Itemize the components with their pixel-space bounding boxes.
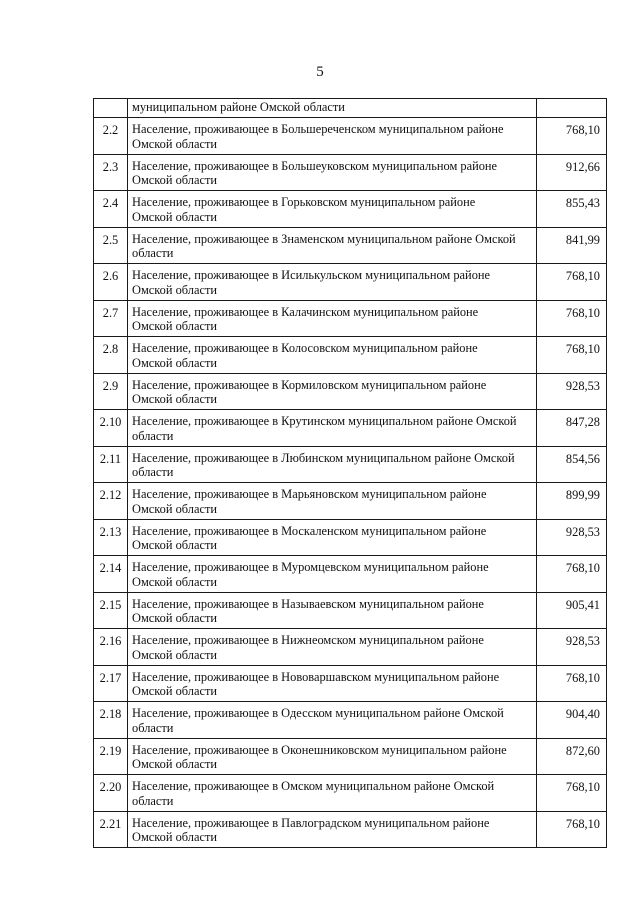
row-description-line: Омской области xyxy=(132,538,218,552)
row-number-cell: 2.15 xyxy=(94,592,128,629)
row-description-line: Население, проживающее в Омском муниципальном районе Омской xyxy=(132,779,495,793)
tariff-table xyxy=(93,98,607,848)
row-number-cell: 2.8 xyxy=(94,337,128,374)
row-description-line: области xyxy=(132,428,174,443)
row-description-cell xyxy=(128,227,537,264)
row-description-cell xyxy=(128,811,537,848)
table-row xyxy=(94,775,607,812)
row-description-line: Омской области xyxy=(132,136,218,151)
table-row xyxy=(94,629,607,666)
row-description-line: муниципальном районе Омской области xyxy=(132,100,345,114)
row-description-line: Население, проживающее в Одесском муниципальном районе Омской xyxy=(132,706,504,720)
row-value-cell: 899,99 xyxy=(537,483,607,520)
row-number-cell: 2.20 xyxy=(94,775,128,812)
row-description-line: Население, проживающее в Большереченском муниципальном районе xyxy=(132,122,504,136)
row-description-line: Население, проживающее в Исилькульском муниципальном районе xyxy=(132,268,491,282)
row-description-line: Население, проживающее в Марьяновском муниципальном районе xyxy=(132,487,487,501)
row-number-cell: 2.16 xyxy=(94,629,128,666)
table-row xyxy=(94,702,607,739)
table-body xyxy=(94,99,607,848)
row-description-line: Омской области xyxy=(132,757,218,771)
row-number-cell: 2.18 xyxy=(94,702,128,739)
row-number-cell: 2.17 xyxy=(94,665,128,702)
table-row xyxy=(94,300,607,337)
row-description-line: Омской области xyxy=(132,355,218,370)
row-description-cell xyxy=(128,592,537,629)
table-row-continued xyxy=(94,99,607,118)
row-value-cell: 768,10 xyxy=(537,556,607,593)
row-description-line: Население, проживающее в Нижнеомском муниципальном районе xyxy=(132,633,484,647)
row-description-cell xyxy=(128,99,537,118)
row-description-cell xyxy=(128,118,537,155)
row-description-line: Население, проживающее в Павлоградском муниципальном районе xyxy=(132,815,490,830)
row-value-cell xyxy=(537,99,607,118)
row-value-cell: 847,28 xyxy=(537,410,607,447)
row-description-line: области xyxy=(132,793,174,808)
row-description-cell xyxy=(128,665,537,702)
row-description-cell xyxy=(128,702,537,739)
row-value-cell: 872,60 xyxy=(537,738,607,775)
row-number-cell xyxy=(94,99,128,118)
row-number-cell: 2.9 xyxy=(94,373,128,410)
row-number-cell: 2.12 xyxy=(94,483,128,520)
row-number-cell: 2.14 xyxy=(94,556,128,593)
row-description-line: Население, проживающее в Большеуковском муниципальном районе xyxy=(132,158,498,173)
row-description-line: Омской области xyxy=(132,501,218,516)
table-row xyxy=(94,811,607,848)
row-description-line: области xyxy=(132,720,174,735)
row-value-cell: 768,10 xyxy=(537,337,607,374)
row-description-line: Омской области xyxy=(132,647,218,662)
row-description-line: Омской области xyxy=(132,830,218,844)
row-description-line: Население, проживающее в Знаменском муниципальном районе Омской xyxy=(132,231,516,246)
row-number-cell: 2.11 xyxy=(94,446,128,483)
row-description-line: области xyxy=(132,465,174,479)
row-description-cell xyxy=(128,556,537,593)
row-number-cell: 2.19 xyxy=(94,738,128,775)
row-description-cell xyxy=(128,519,537,556)
row-value-cell: 928,53 xyxy=(537,519,607,556)
row-description-line: Омской области xyxy=(132,209,218,224)
table-row xyxy=(94,264,607,301)
row-description-line: Население, проживающее в Любинском муниципальном районе Омской xyxy=(132,450,515,465)
table-row xyxy=(94,373,607,410)
table-row xyxy=(94,556,607,593)
row-description-line: Омской области xyxy=(132,319,218,333)
row-value-cell: 768,10 xyxy=(537,264,607,301)
row-value-cell: 768,10 xyxy=(537,775,607,812)
row-description-cell xyxy=(128,337,537,374)
table-row xyxy=(94,592,607,629)
row-description-line: Население, проживающее в Горьковском муниципальном районе xyxy=(132,195,476,209)
row-value-cell: 912,66 xyxy=(537,154,607,191)
table-row xyxy=(94,446,607,483)
row-value-cell: 928,53 xyxy=(537,629,607,666)
row-number-cell: 2.7 xyxy=(94,300,128,337)
row-description-cell xyxy=(128,373,537,410)
row-description-cell xyxy=(128,775,537,812)
row-description-cell xyxy=(128,629,537,666)
row-description-cell xyxy=(128,446,537,483)
table-row xyxy=(94,665,607,702)
row-value-cell: 768,10 xyxy=(537,118,607,155)
row-description-cell xyxy=(128,154,537,191)
row-value-cell: 768,10 xyxy=(537,300,607,337)
row-description-cell xyxy=(128,410,537,447)
table-row xyxy=(94,410,607,447)
row-description-line: Население, проживающее в Кормиловском муниципальном районе xyxy=(132,377,487,392)
row-value-cell: 928,53 xyxy=(537,373,607,410)
row-number-cell: 2.13 xyxy=(94,519,128,556)
table-row xyxy=(94,154,607,191)
table-row xyxy=(94,191,607,228)
row-description-line: Омской области xyxy=(132,392,218,406)
row-number-cell: 2.2 xyxy=(94,118,128,155)
row-description-line: Население, проживающее в Крутинском муниципальном районе Омской xyxy=(132,414,517,428)
row-number-cell: 2.4 xyxy=(94,191,128,228)
row-description-cell xyxy=(128,738,537,775)
row-value-cell: 855,43 xyxy=(537,191,607,228)
row-description-line: Население, проживающее в Калачинском муниципальном районе xyxy=(132,304,479,319)
row-description-line: Омской области xyxy=(132,684,218,698)
table-row xyxy=(94,227,607,264)
row-description-line: Население, проживающее в Оконешниковском муниципальном районе xyxy=(132,742,507,757)
row-value-cell: 841,99 xyxy=(537,227,607,264)
row-description-line: Население, проживающее в Муромцевском муниципальном районе xyxy=(132,560,489,574)
table-row xyxy=(94,337,607,374)
row-description-line: Омской области xyxy=(132,282,218,297)
row-description-line: Население, проживающее в Колосовском муниципальном районе xyxy=(132,341,478,355)
row-description-cell xyxy=(128,264,537,301)
row-description-line: Омской области xyxy=(132,611,218,625)
page-number: 5 xyxy=(316,64,324,80)
row-description-cell xyxy=(128,300,537,337)
row-number-cell: 2.6 xyxy=(94,264,128,301)
row-value-cell: 904,40 xyxy=(537,702,607,739)
row-description-cell xyxy=(128,191,537,228)
row-number-cell: 2.5 xyxy=(94,227,128,264)
table-row xyxy=(94,118,607,155)
row-description-line: Население, проживающее в Нововаршавском муниципальном районе xyxy=(132,669,500,684)
row-number-cell: 2.21 xyxy=(94,811,128,848)
row-number-cell: 2.10 xyxy=(94,410,128,447)
row-value-cell: 854,56 xyxy=(537,446,607,483)
row-value-cell: 905,41 xyxy=(537,592,607,629)
table-row xyxy=(94,738,607,775)
row-description-line: Население, проживающее в Называевском муниципальном районе xyxy=(132,596,484,611)
row-number-cell: 2.3 xyxy=(94,154,128,191)
row-description-line: Омской области xyxy=(132,574,218,589)
row-value-cell: 768,10 xyxy=(537,811,607,848)
table-row xyxy=(94,519,607,556)
row-description-line: области xyxy=(132,246,174,260)
row-description-line: Омской области xyxy=(132,173,218,187)
row-description-cell xyxy=(128,483,537,520)
table-row xyxy=(94,483,607,520)
row-value-cell: 768,10 xyxy=(537,665,607,702)
row-description-line: Население, проживающее в Москаленском муниципальном районе xyxy=(132,523,487,538)
